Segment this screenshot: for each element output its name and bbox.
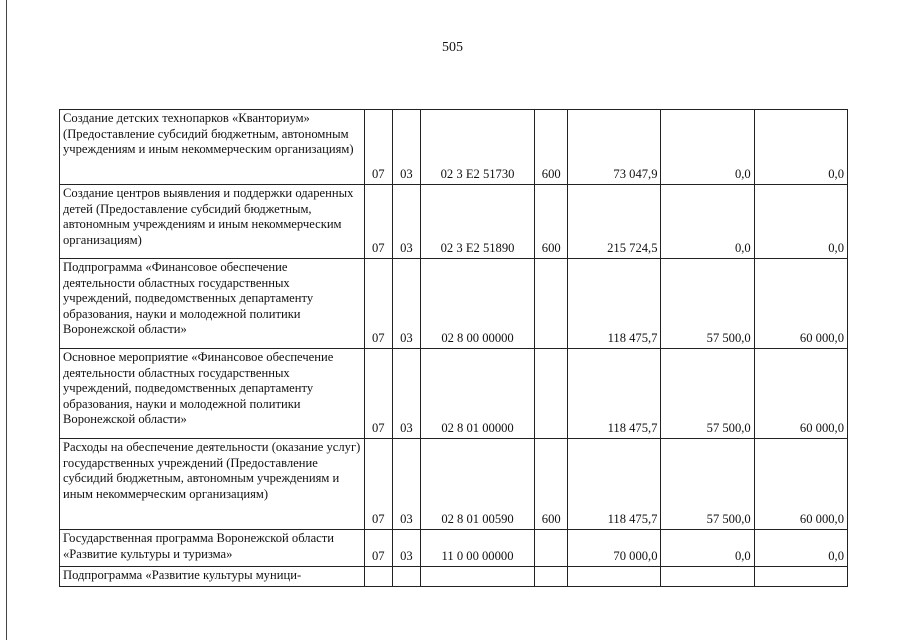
cell-sum-1: 118 475,7 [568,259,661,349]
cell-expense-type [535,530,568,567]
cell-sum-3: 0,0 [754,530,847,567]
cell-expense-type: 600 [535,439,568,530]
cell-sum-2: 57 500,0 [661,439,754,530]
cell-sum-2: 0,0 [661,110,754,185]
page-number: 505 [442,40,463,55]
cell-target-article: 02 8 01 00590 [420,439,534,530]
cell-sum-3: 60 000,0 [754,349,847,439]
cell-sum-2 [661,567,754,587]
cell-sum-1: 215 724,5 [568,185,661,259]
table-row [60,349,848,439]
cell-sum-1 [568,567,661,587]
cell-expense-type: 600 [535,185,568,259]
cell-sum-2: 0,0 [661,530,754,567]
cell-expense-type: 600 [535,110,568,185]
cell-target-article: 02 3 E2 51890 [420,185,534,259]
cell-sum-3: 60 000,0 [754,259,847,349]
table-row [60,567,848,587]
cell-sum-2: 0,0 [661,185,754,259]
cell-target-article: 02 3 E2 51730 [420,110,534,185]
cell-sum-2: 57 500,0 [661,259,754,349]
cell-section: 07 [364,530,392,567]
cell-target-article: 02 8 01 00000 [420,349,534,439]
table-row [60,259,848,349]
row-name: Расходы на обеспечение деятельности (оказание услуг) государственных учреждений (Предоставление субсидий бюджетным, автономным учреждениям и иным некоммерческим организациям) [60,439,365,530]
row-name: Создание детских технопарков «Кванториум» (Предоставление субсидий бюджетным, автономным учреждениям и иным некоммерческим организациям) [60,110,365,185]
row-name: Государственная программа Воронежской области «Развитие культуры и туризма» [60,530,365,567]
cell-sum-3: 0,0 [754,185,847,259]
cell-section: 07 [364,110,392,185]
cell-subsection: 03 [392,439,420,530]
row-name: Подпрограмма «Развитие культуры муници- [60,567,365,587]
cell-expense-type [535,567,568,587]
cell-subsection: 03 [392,530,420,567]
cell-subsection: 03 [392,110,420,185]
cell-sum-3 [754,567,847,587]
cell-subsection [392,567,420,587]
cell-sum-2: 57 500,0 [661,349,754,439]
cell-expense-type [535,349,568,439]
row-name: Основное мероприятие «Финансовое обеспечение деятельности областных государственных учреждений, подведомственных департаменту образования, науки и молодежной политики Воронежской области» [60,349,365,439]
cell-section: 07 [364,439,392,530]
cell-section: 07 [364,349,392,439]
cell-subsection: 03 [392,349,420,439]
page-edge-line [6,0,7,640]
cell-target-article: 11 0 00 00000 [420,530,534,567]
cell-sum-1: 70 000,0 [568,530,661,567]
budget-table [59,109,848,587]
cell-expense-type [535,259,568,349]
cell-section: 07 [364,185,392,259]
table-row [60,439,848,530]
cell-subsection: 03 [392,185,420,259]
cell-sum-1: 73 047,9 [568,110,661,185]
cell-section: 07 [364,259,392,349]
table-row [60,185,848,259]
cell-sum-3: 0,0 [754,110,847,185]
cell-sum-1: 118 475,7 [568,439,661,530]
row-name: Подпрограмма «Финансовое обеспечение деятельности областных государственных учреждений, подведомственных департаменту образования, науки и молодежной политики Воронежской области» [60,259,365,349]
cell-sum-3: 60 000,0 [754,439,847,530]
cell-sum-1: 118 475,7 [568,349,661,439]
cell-section [364,567,392,587]
cell-subsection: 03 [392,259,420,349]
table-row [60,110,848,185]
cell-target-article: 02 8 00 00000 [420,259,534,349]
row-name: Создание центров выявления и поддержки одаренных детей (Предоставление субсидий бюджетным, автономным учреждениям и иным некоммерческим организациям) [60,185,365,259]
cell-target-article [420,567,534,587]
table-row [60,530,848,567]
